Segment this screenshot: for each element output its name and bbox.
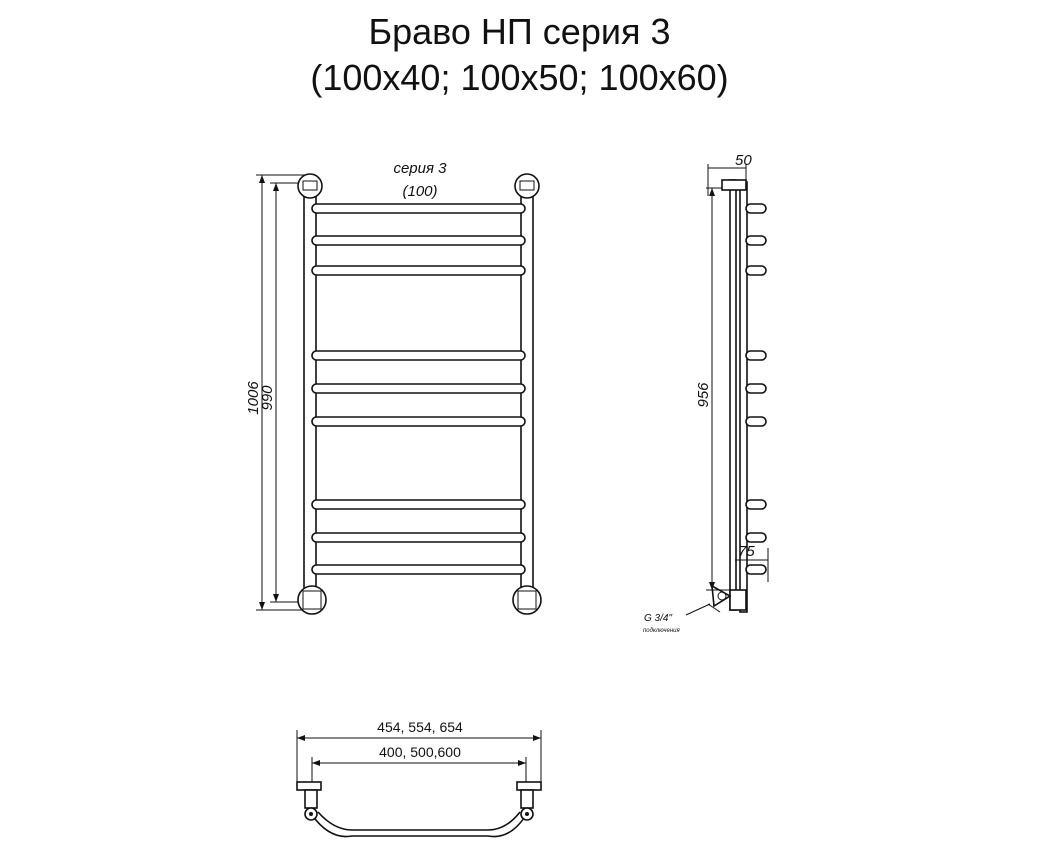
side-height-label: 956 bbox=[695, 382, 712, 408]
depth-top-label: 50 bbox=[735, 152, 752, 169]
connection-label: подключения bbox=[643, 628, 680, 634]
top-left-bracket bbox=[297, 782, 321, 820]
side-view bbox=[643, 152, 768, 634]
rung bbox=[312, 565, 525, 574]
top-left-cap bbox=[298, 174, 322, 198]
top-right-cap bbox=[515, 174, 539, 198]
series-label: серия 3 bbox=[393, 160, 447, 177]
rung bbox=[312, 384, 525, 393]
rung bbox=[312, 204, 525, 213]
bottom-right-connector bbox=[513, 586, 541, 614]
top-width-inner-label: 400, 500,600 bbox=[379, 744, 461, 760]
rung bbox=[312, 417, 525, 426]
side-top-cap bbox=[722, 180, 746, 190]
rung bbox=[312, 500, 525, 509]
rung bbox=[312, 351, 525, 360]
top-rail bbox=[312, 815, 526, 837]
front-view bbox=[245, 160, 541, 614]
top-width-outer-label: 454, 554, 654 bbox=[377, 719, 463, 735]
rungs bbox=[312, 204, 525, 574]
rung bbox=[312, 266, 525, 275]
rung bbox=[312, 236, 525, 245]
side-wall-profile bbox=[730, 180, 736, 610]
bottom-left-connector bbox=[298, 586, 326, 614]
side-rungs bbox=[746, 204, 766, 574]
connection-thread-label: G 3/4" bbox=[644, 613, 673, 624]
height-inner-label: 990 bbox=[259, 385, 276, 411]
front-height-dimensions bbox=[245, 175, 312, 610]
height-outer-label: 1006 bbox=[245, 381, 262, 415]
top-view bbox=[297, 719, 541, 837]
rung bbox=[312, 533, 525, 542]
drawing-subtitle: (100х40; 100х50; 100х60) bbox=[310, 57, 729, 98]
series-width-label: (100) bbox=[402, 183, 438, 200]
top-right-bracket bbox=[517, 782, 541, 820]
offset-bottom-label: 75 bbox=[738, 543, 755, 560]
drawing-title: Браво НП серия 3 bbox=[368, 11, 671, 52]
